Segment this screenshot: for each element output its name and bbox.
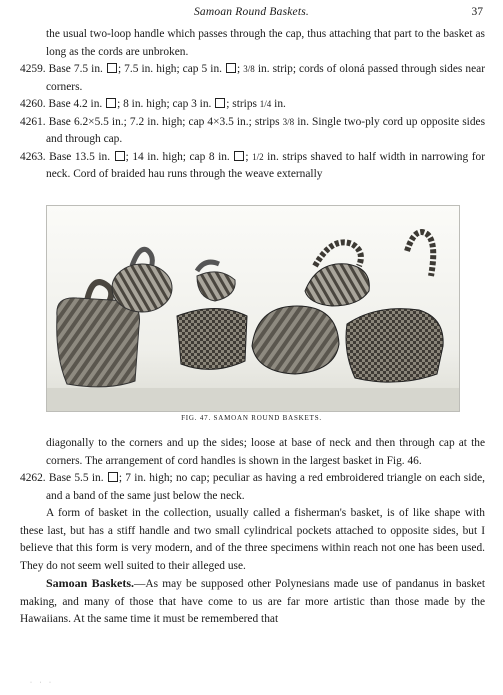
paragraph: A form of basket in the collection, usually called a fisherman's basket, is of like shape with these last, but has a stiff handle and two small cylindrical pockets attached to opposite sides, but I believe that this form is very modern, and of the three specimens within reach not one has been used. They do not seem well suited to their alleged use. — [20, 507, 485, 572]
catalog-entry — [20, 114, 485, 149]
entry-text: ; 7 in. high; no cap; peculiar as having a red embroidered triangle on each side, and a band of the same just below the neck. — [46, 472, 486, 502]
section-paragraph — [20, 575, 485, 629]
square-symbol-icon — [215, 98, 225, 108]
square-symbol-icon — [234, 151, 244, 161]
page-corner-mark: · · · — [30, 680, 54, 686]
entry-text: ; — [245, 150, 253, 163]
fraction: 3/8 — [282, 116, 295, 127]
section-text: —As may be supposed other Polynesians made use of pandanus in basket making, and many of those that have come to us are far more artistic than those made by the Hawaiians. At the same time it must be remembered that — [20, 578, 486, 625]
entry-text: in. strip; cords of oloná passed through sides near corners. — [46, 63, 486, 93]
paragraph-continuation: the usual two-loop handle which passes through the cap, thus attaching that part to the basket as long as the cords are unbroken. — [46, 28, 485, 58]
entry-text: ; 7.5 in. high; cap 5 in. — [117, 63, 226, 75]
square-symbol-icon — [226, 63, 236, 73]
square-symbol-icon — [107, 63, 117, 73]
square-symbol-icon — [108, 472, 118, 482]
figure-47-photograph — [46, 205, 460, 412]
entry-text: in. — [271, 98, 286, 110]
figure-caption: FIG. 47. SAMOAN ROUND BASKETS. — [181, 414, 322, 422]
entry-text: 4261. Base 6.2×5.5 in.; 7.2 in. high; cap 4×3.5 in.; strips — [20, 115, 283, 128]
baskets-photo — [47, 206, 459, 411]
catalog-entry — [20, 149, 485, 184]
entry-text: ; — [237, 63, 244, 75]
page-number: 37 — [471, 6, 483, 18]
section-heading: Samoan Baskets. — [46, 576, 135, 590]
page-header — [0, 6, 503, 22]
entry-text: 4260. Base 4.2 in. — [20, 98, 106, 110]
fraction: 3/8 — [243, 64, 255, 74]
entry-text: in. strips shaved to half width in narrowing for neck. Cord of braided hau runs through the weave externally — [46, 150, 486, 180]
catalog-entry — [20, 61, 485, 96]
paragraph-continuation: diagonally to the corners and up the sides; loose at base of neck and then through cap at the corners. The arrangement of cord handles is shown in the largest basket in Fig. 46. — [46, 437, 485, 467]
entry-text: ; 8 in. high; cap 3 in. — [117, 98, 215, 110]
catalog-entry — [20, 470, 485, 505]
entry-text: 4263. Base 13.5 in. — [20, 150, 114, 163]
fraction: 1/2 — [252, 151, 264, 162]
entry-text: 4259. Base 7.5 in. — [20, 63, 106, 75]
entry-text: in. Single two-ply cord up opposite sides and through cap. — [46, 115, 486, 145]
catalog-entry — [20, 96, 485, 114]
text-block-lower — [20, 435, 485, 629]
square-symbol-icon — [115, 151, 125, 161]
entry-text: ; strips — [226, 98, 260, 110]
entry-text: 4262. Base 5.5 in. — [20, 472, 107, 484]
fraction: 1/4 — [259, 99, 272, 109]
running-title: Samoan Round Baskets. — [193, 6, 310, 18]
text-block-upper — [20, 26, 485, 184]
square-symbol-icon — [106, 98, 116, 108]
entry-text: ; 14 in. high; cap 8 in. — [125, 150, 234, 163]
